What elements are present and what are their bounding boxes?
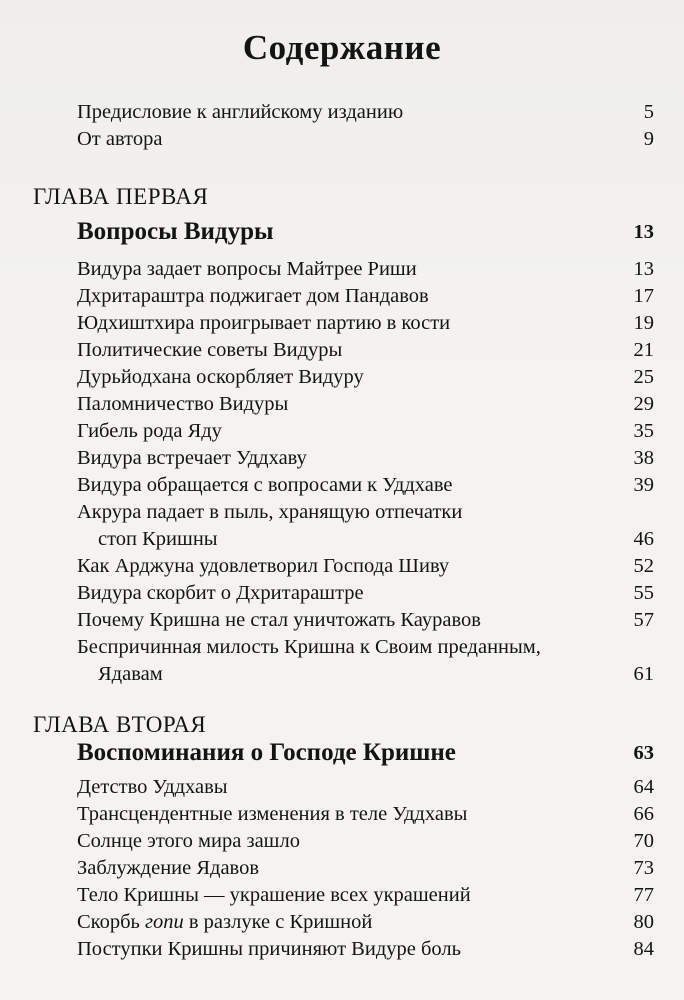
toc-entry-label: Видура скорбит о Дхритараштре <box>77 582 364 604</box>
toc-entry-label: Дхритараштра поджигает дом Пандавов <box>77 285 429 307</box>
toc-entry <box>0 255 684 283</box>
toc-entry-page: 66 <box>633 803 654 825</box>
toc-entry-page: 57 <box>633 609 654 631</box>
toc-entry-label: Солнце этого мира зашло <box>77 830 300 852</box>
toc-entry-label: Как Арджуна удовлетворил Господа Шиву <box>77 555 450 577</box>
toc-entry-label-cont: стоп Кришны <box>98 528 218 550</box>
toc-entry <box>0 552 684 580</box>
toc-entry-label: Поступки Кришны причиняют Видуре боль <box>77 938 461 960</box>
toc-entry <box>0 935 684 963</box>
toc-entry-page: 55 <box>633 582 654 604</box>
chapter-page: 63 <box>633 742 654 764</box>
toc-entry-page: 5 <box>643 101 654 123</box>
toc-entry <box>0 98 684 126</box>
toc-entry-page: 64 <box>633 776 654 798</box>
toc-entry-continuation <box>0 525 684 553</box>
toc-entry-page: 29 <box>633 393 654 415</box>
toc-entry <box>0 390 684 418</box>
toc-entry <box>0 579 684 607</box>
toc-entry-page: 61 <box>633 663 654 685</box>
toc-entry <box>0 908 684 936</box>
toc-entry <box>0 444 684 472</box>
toc-entry-label-after: в разлуке с Кришной <box>183 911 373 933</box>
toc-entry-label: От автора <box>77 128 163 150</box>
chapter-label: ГЛАВА ПЕРВАЯ <box>33 184 209 209</box>
toc-entry <box>0 800 684 828</box>
toc-entry-page: 70 <box>633 830 654 852</box>
toc-entry <box>0 854 684 882</box>
toc-entry-label: Видура обращается с вопросами к Уддхаве <box>77 474 453 496</box>
toc-entry-label: Видура задает вопросы Майтрее Риши <box>77 258 417 280</box>
toc-entry-label-cont: Ядавам <box>98 663 163 685</box>
chapter-title: Воспоминания о Господе Кришне <box>77 739 456 766</box>
toc-entry-page: 13 <box>633 258 654 280</box>
toc-entry <box>0 125 684 153</box>
toc-entry-label: Детство Уддхавы <box>77 776 228 798</box>
toc-entry-page: 84 <box>633 938 654 960</box>
toc-entry <box>0 498 684 526</box>
toc-entry-label: Предисловие к английскому изданию <box>77 101 404 123</box>
toc-entry-label: Беспричинная милость Кришна к Своим преданным, <box>77 636 541 658</box>
toc-entry-label: Гибель рода Яду <box>77 420 222 442</box>
toc-entry-page: 9 <box>643 128 654 150</box>
toc-entry-page: 52 <box>633 555 654 577</box>
toc-entry <box>0 827 684 855</box>
toc-entry-page: 25 <box>633 366 654 388</box>
toc-entry <box>0 773 684 801</box>
chapter-label: ГЛАВА ВТОРАЯ <box>33 712 207 737</box>
toc-entry-label-before: Скорбь <box>77 911 145 933</box>
toc-entry-label: Акрура падает в пыль, хранящую отпечатки <box>77 501 463 523</box>
toc-entry-label: Тело Кришны — украшение всех украшений <box>77 884 471 906</box>
toc-entry-label: Юдхиштхира проигрывает партию в кости <box>77 312 451 334</box>
toc-entry-label: Заблуждение Ядавов <box>77 857 260 879</box>
toc-entry-page: 17 <box>633 285 654 307</box>
toc-entry <box>0 881 684 909</box>
toc-entry-label: Политические советы Видуры <box>77 339 343 361</box>
toc-entry-label-italic: гопи <box>145 911 184 933</box>
toc-entry <box>0 336 684 364</box>
chapter-title: Вопросы Видуры <box>77 218 274 245</box>
toc-entry-page: 19 <box>633 312 654 334</box>
toc-entry-page: 38 <box>633 447 654 469</box>
toc-entry <box>0 282 684 310</box>
toc-entry-label: Дурьйодхана оскорбляет Видуру <box>77 366 364 388</box>
toc-entry <box>0 417 684 445</box>
toc-entry-page: 73 <box>633 857 654 879</box>
toc-entry-label <box>77 908 372 936</box>
toc-entry-continuation <box>0 660 684 688</box>
toc-entry-page: 39 <box>633 474 654 496</box>
toc-entry-page: 35 <box>633 420 654 442</box>
toc-entry <box>0 606 684 634</box>
toc-entry-label: Трансцендентные изменения в теле Уддхавы <box>77 803 468 825</box>
chapter-title-row <box>0 218 684 246</box>
chapter-title-row <box>0 739 684 767</box>
toc-entry <box>0 363 684 391</box>
toc-entry-page: 46 <box>633 528 654 550</box>
toc-entry-label: Паломничество Видуры <box>77 393 289 415</box>
toc-entry-page: 80 <box>633 911 654 933</box>
toc-entry <box>0 633 684 661</box>
toc-entry-page: 21 <box>633 339 654 361</box>
toc-entry <box>0 309 684 337</box>
page-title: Содержание <box>242 28 442 67</box>
chapter-page: 13 <box>633 221 654 243</box>
toc-entry <box>0 471 684 499</box>
toc-entry-label: Почему Кришна не стал уничтожать Кауравов <box>77 609 481 631</box>
toc-entry-label: Видура встречает Уддхаву <box>77 447 307 469</box>
toc-entry-page: 77 <box>633 884 654 906</box>
